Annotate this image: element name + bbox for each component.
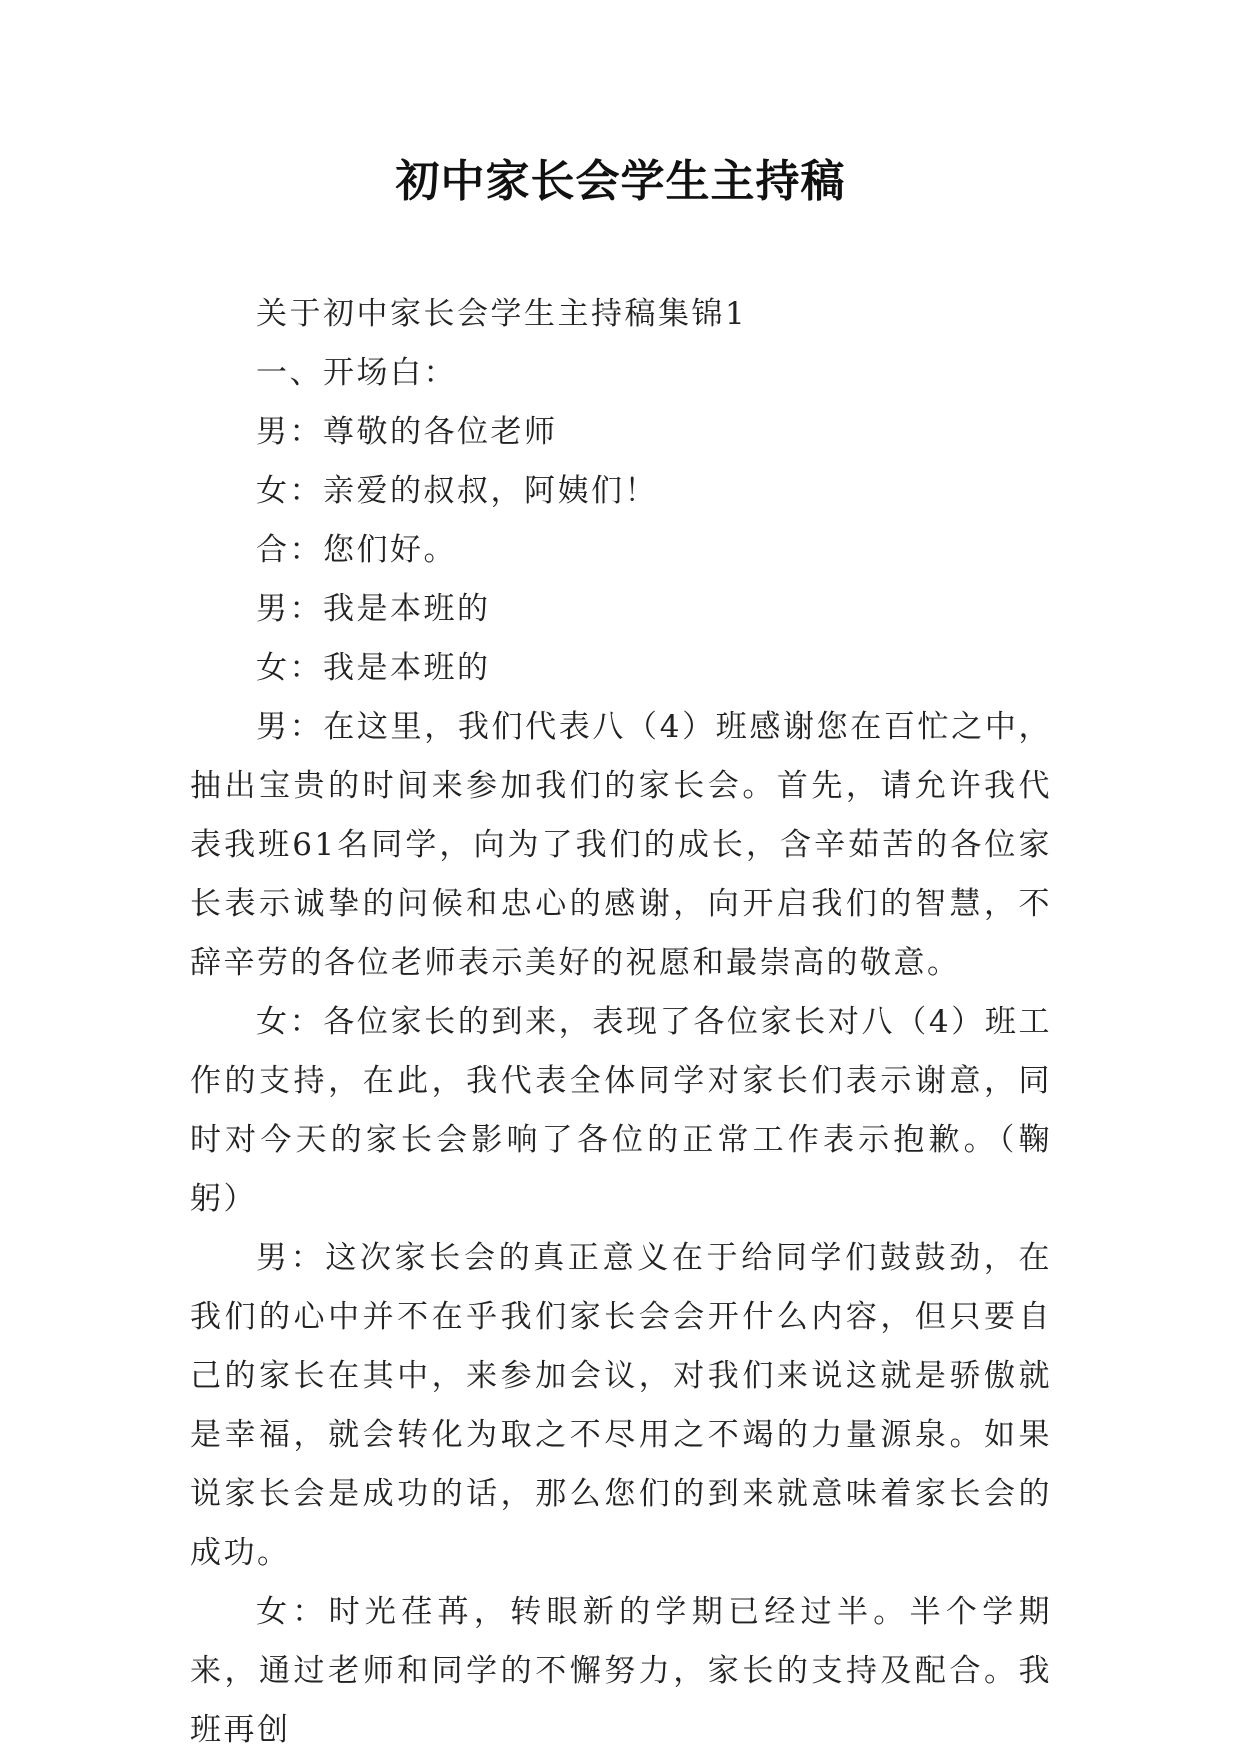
paragraph-line: 女：时光荏苒，转眼新的学期已经过半。半个学期来，通过老师和同学的不懈努力，家长的支持及配合。我班再创 [190,1594,1052,1748]
paragraph-line: 男：我是本班的 [256,591,491,627]
paragraph-line: 女：亲爱的叔叔，阿姨们！ [256,473,658,509]
paragraph-collection-heading: 关于初中家长会学生主持稿集锦1 [256,296,748,332]
paragraph-line: 男：尊敬的各位老师 [256,414,558,450]
paragraph-line: 女：我是本班的 [256,650,491,686]
paragraph-line: 男：在这里，我们代表八（4）班感谢您在百忙之中，抽出宝贵的时间来参加我们的家长会。首先，请允许我代表我班61名同学，向为了我们的成长，含辛茹苦的各位家长表示诚挚的问候和忠心的感谢，向开启我们的智慧，不辞辛劳的各位老师表示美好的祝愿和最崇高的敬意。 [190,709,1052,981]
document-body [190,285,1052,1760]
paragraph-line: 女：各位家长的到来，表现了各位家长对八（4）班工作的支持，在此，我代表全体同学对家长们表示谢意，同时对今天的家长会影响了各位的正常工作表示抱歉。（鞠躬） [190,1004,1052,1217]
paragraph-section-opening: 一、开场白： [256,355,457,391]
paragraph-line: 合：您们好。 [256,532,457,568]
paragraph-line: 男：这次家长会的真正意义在于给同学们鼓鼓劲，在我们的心中并不在乎我们家长会会开什么内容，但只要自己的家长在其中，来参加会议，对我们来说这就是骄傲就是幸福，就会转化为取之不尽用之不竭的力量源泉。如果说家长会是成功的话，那么您们的到来就意味着家长会的成功。 [190,1240,1052,1571]
document-title: 初中家长会学生主持稿 [395,156,846,207]
